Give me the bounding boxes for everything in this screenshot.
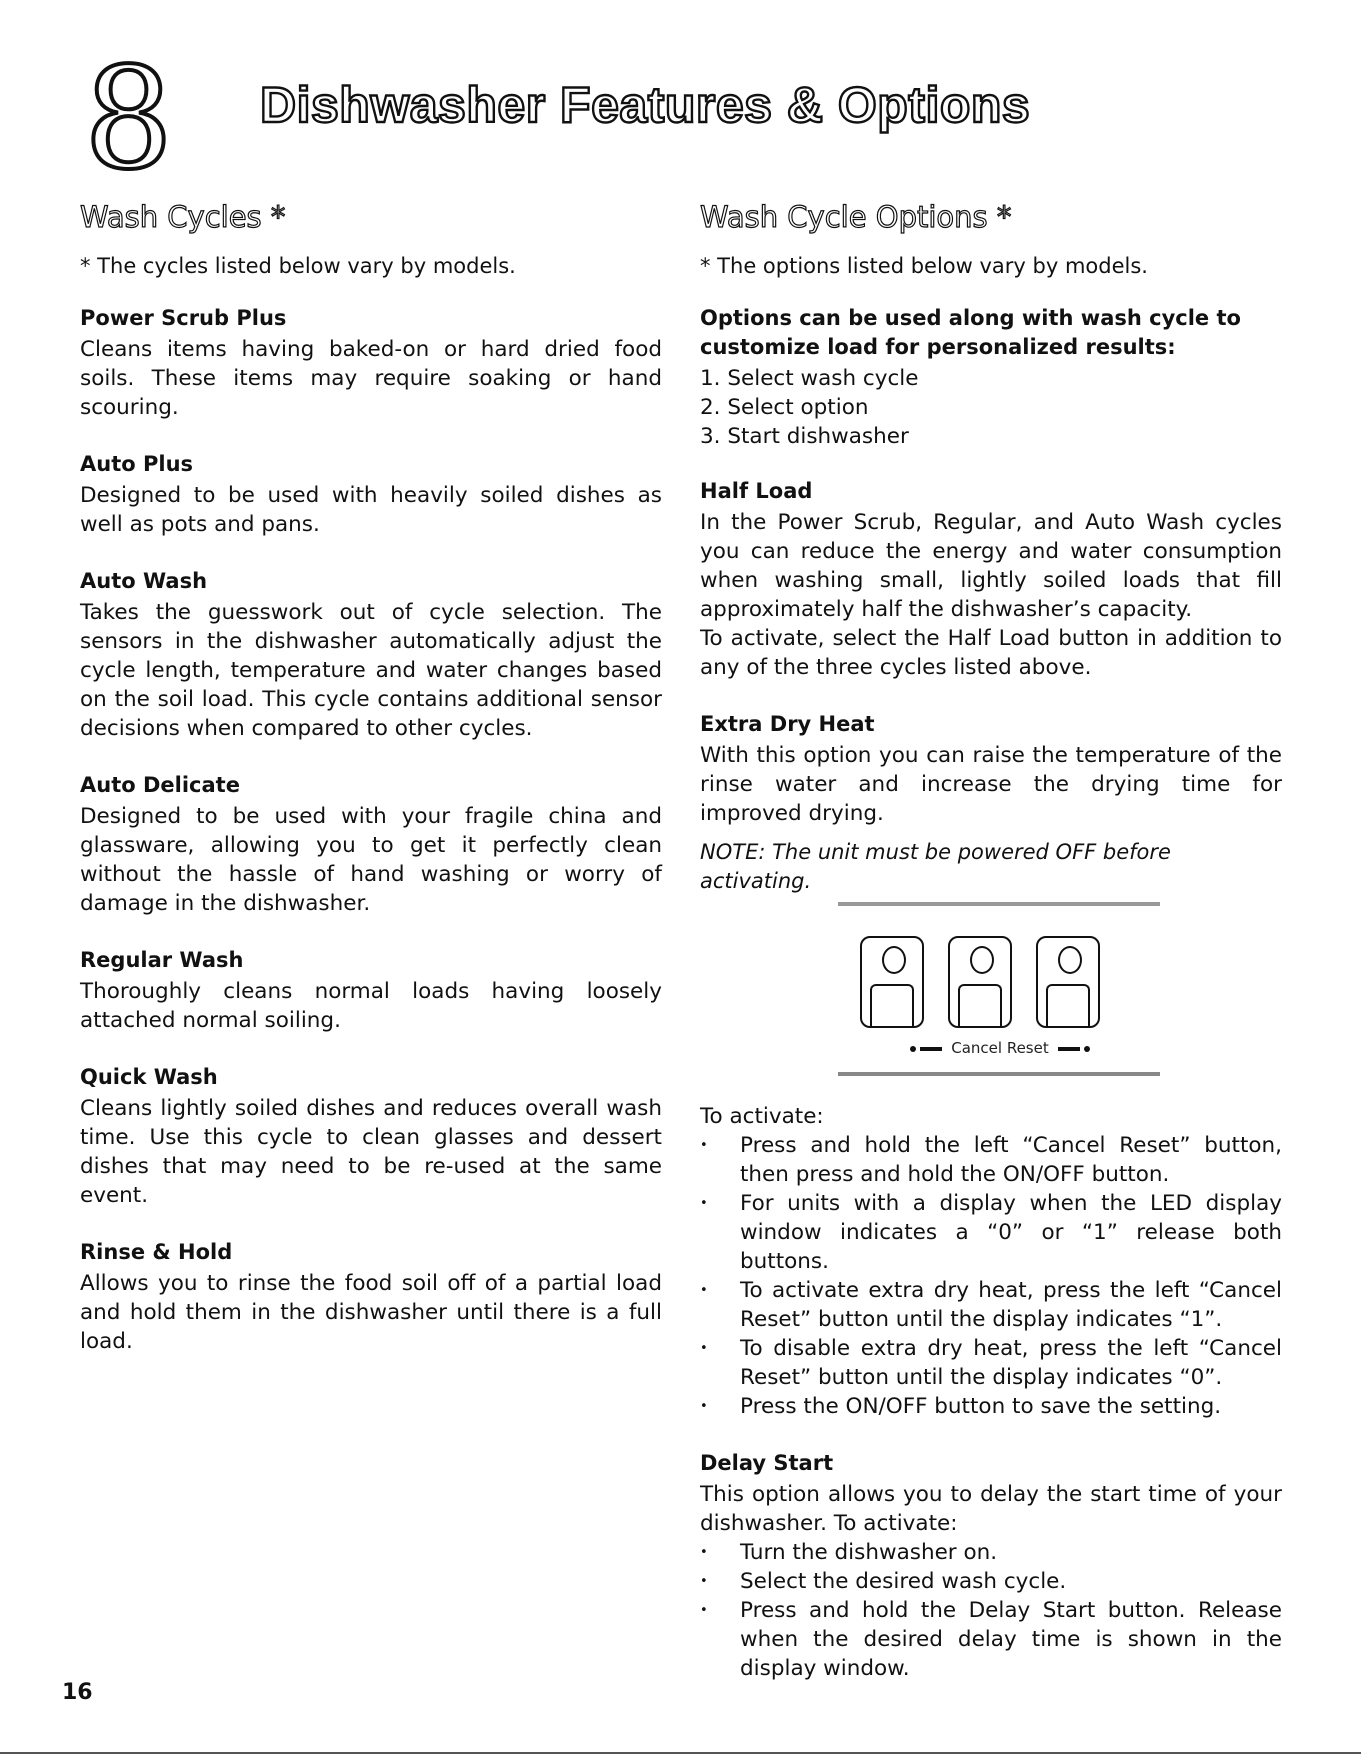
cycle-name: Auto Wash (80, 569, 208, 593)
cycle-name: Quick Wash (80, 1065, 218, 1089)
wash-cycles-column (80, 200, 662, 1384)
control-panel-illustration (700, 914, 1282, 1064)
list-item: • Press and hold the left “Cancel Reset” button, then press and hold the ON/OFF button. (700, 1131, 1282, 1189)
page-title: Dishwasher Features & Options (260, 77, 1031, 133)
cycle-auto-plus (80, 450, 662, 539)
cycle-desc: Designed to be used with heavily soiled dishes as well as pots and pans. (80, 483, 662, 537)
power-off-note: NOTE: The unit must be powered OFF before activating. (700, 840, 1171, 893)
cycle-regular-wash (80, 946, 662, 1035)
option-name: Half Load (700, 479, 813, 503)
list-item: • For units with a display when the LED display window indicates a “0” or “1” release both buttons. (700, 1189, 1282, 1276)
cycle-power-scrub-plus (80, 304, 662, 422)
chapter-number: 8 (84, 38, 174, 201)
option-desc-activate: To activate, select the Half Load button in addition to any of the three cycles listed above. (700, 626, 1282, 680)
list-item: • To activate extra dry heat, press the left “Cancel Reset” button until the display indicates “1”. (700, 1276, 1282, 1334)
list-item: • Press and hold the Delay Start button. Release when the desired delay time is shown in the display window. (700, 1596, 1282, 1683)
dash-icon (1058, 1047, 1080, 1051)
options-steps (700, 364, 1282, 451)
list-item: • Turn the dishwasher on. (700, 1538, 1282, 1567)
step-item: 2. Select option (700, 395, 869, 420)
dot-icon (910, 1046, 916, 1052)
panel-button-right (1036, 936, 1100, 1028)
cycle-desc: Designed to be used with your fragile china and glassware, allowing you to get it perfectly clean without the hassle of hand washing or worry of damage in the dishwasher. (80, 804, 662, 916)
wash-options-column (700, 200, 1282, 1711)
indicator-icon (970, 946, 994, 974)
cancel-reset-label-row (890, 1039, 1110, 1057)
list-item: • To disable extra dry heat, press the left “Cancel Reset” button until the display indicates “0”. (700, 1334, 1282, 1392)
dot-icon (1084, 1046, 1090, 1052)
cycle-name: Power Scrub Plus (80, 306, 287, 330)
cycle-quick-wash (80, 1063, 662, 1210)
divider (838, 902, 1160, 906)
cycle-desc: Takes the guesswork out of cycle selection. The sensors in the dishwasher automatically adjust the cycle length, temperature and water changes based on the soil load. This cycle contains additional sensor decisions when compared to other cycles. (80, 600, 662, 741)
cycle-auto-delicate (80, 771, 662, 918)
wash-cycles-title: Wash Cycles * (80, 200, 286, 234)
option-delay-start (700, 1449, 1282, 1683)
options-intro: Options can be used along with wash cycle to customize load for personalized results: (700, 306, 1241, 359)
option-name: Delay Start (700, 1451, 834, 1475)
option-half-load (700, 477, 1282, 682)
cycle-name: Auto Delicate (80, 773, 240, 797)
extra-dry-steps (700, 1131, 1282, 1421)
option-desc: With this option you can raise the temperature of the rinse water and increase the drying time for improved drying. (700, 743, 1282, 826)
indicator-icon (1058, 946, 1082, 974)
activate-label: To activate: (700, 1104, 824, 1129)
step-item: 1. Select wash cycle (700, 366, 919, 391)
option-desc: In the Power Scrub, Regular, and Auto Wash cycles you can reduce the energy and water consumption when washing small, lightly soiled loads that fill approximately half the dishwasher’s capacity. (700, 510, 1282, 622)
page-number: 16 (62, 1680, 93, 1705)
dash-icon (920, 1047, 942, 1051)
panel-button-left (860, 936, 924, 1028)
cycle-desc: Allows you to rinse the food soil off of a partial load and hold them in the dishwasher until there is a full load. (80, 1271, 662, 1354)
divider (838, 1072, 1160, 1076)
cycle-name: Rinse & Hold (80, 1240, 233, 1264)
cancel-reset-label: Cancel Reset (951, 1039, 1049, 1057)
option-extra-dry-heat (700, 710, 1282, 1421)
indicator-icon (882, 946, 906, 974)
bottom-divider (0, 1752, 1361, 1754)
cycle-desc: Thoroughly cleans normal loads having loosely attached normal soiling. (80, 979, 662, 1033)
cycle-name: Auto Plus (80, 452, 194, 476)
cycle-auto-wash (80, 567, 662, 743)
wash-options-note: * The options listed below vary by models. (700, 254, 1148, 278)
wash-cycles-note: * The cycles listed below vary by models. (80, 254, 516, 278)
cycle-desc: Cleans lightly soiled dishes and reduces overall wash time. Use this cycle to clean glasses and dessert dishes that may need to be re-used at the same event. (80, 1096, 662, 1208)
option-desc: This option allows you to delay the start time of your dishwasher. To activate: (700, 1482, 1282, 1536)
list-item: • Select the desired wash cycle. (700, 1567, 1282, 1596)
cycle-name: Regular Wash (80, 948, 244, 972)
cycle-rinse-hold (80, 1238, 662, 1356)
list-item: • Press the ON/OFF button to save the setting. (700, 1392, 1282, 1421)
delay-start-steps (700, 1538, 1282, 1683)
wash-options-title: Wash Cycle Options * (700, 200, 1012, 234)
option-name: Extra Dry Heat (700, 712, 875, 736)
panel-button-middle (948, 936, 1012, 1028)
step-item: 3. Start dishwasher (700, 424, 909, 449)
cycle-desc: Cleans items having baked-on or hard dried food soils. These items may require soaking or hand scouring. (80, 337, 662, 420)
